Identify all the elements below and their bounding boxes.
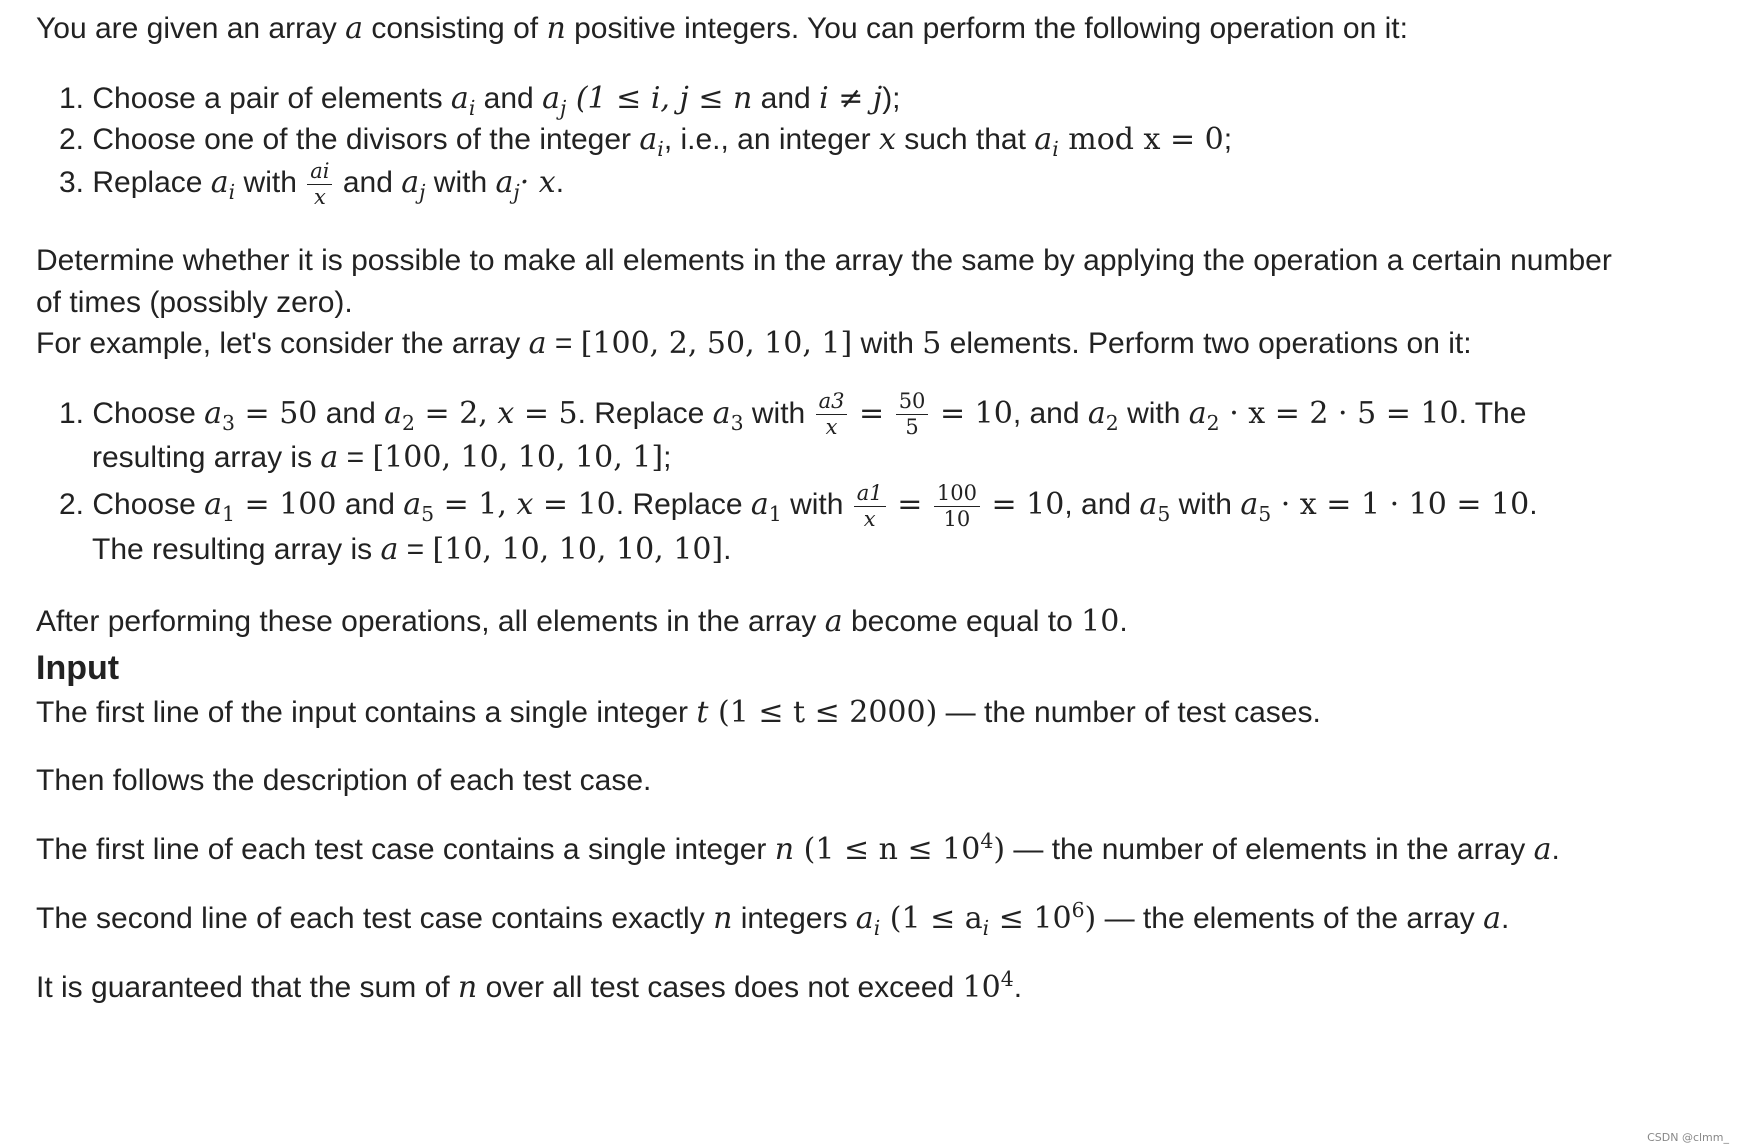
- example-step-1: 1. Choose $a_3 = 50$ and $a_2 = 2$, x = 5. Replace $a_3$ with $\frac{a3}{x}$ = $\frac{50}{5}$ = 10, and $a_2$ with $a_2 \cdot x = 2 \cdot 5 = 10$. The: [59, 389, 1527, 440]
- operation-step-1: 1. Choose a pair of elements $a_i$ and $a_j$ (1 ≤ i, j ≤ n and i ≠ j);: [59, 81, 901, 120]
- fraction-100-over-10: $\frac{100}{10}$: [934, 483, 980, 530]
- input-paragraph-2: Then follows the description of each test case.: [36, 763, 652, 797]
- watermark: CSDN @clmm_: [1647, 1131, 1729, 1144]
- fraction-50-over-5: $\frac{50}{5}$: [896, 391, 929, 438]
- determine-line-2: of times (possibly zero).: [36, 285, 353, 319]
- example-step-2-result: The resulting array is a = [10, 10, 10, 10, 10].: [92, 531, 732, 567]
- operation-step-3: 3. Replace $a_i$ with $\frac{ai}{x}$ and $a_j$ with $a_j\cdot x$.: [59, 158, 565, 209]
- example-step-2: 2. Choose $a_1 = 100$ and $a_5 = 1$, x = 10. Replace $a_1$ with $\frac{a1}{x}$ = $\frac{100}{10}$ = 10, and $a_5$ with $a_5 \cdot x = 1 \cdot 10 = 10$.: [59, 480, 1538, 531]
- input-paragraph-3: The first line of each test case contains a single integer n $(1 \le n \le 10^4)$ — the number of elements in the array a.: [36, 828, 1560, 867]
- example-step-1-result: resulting array is a = [100, 10, 10, 10, 1];: [92, 440, 672, 476]
- example-steps: [36, 390, 1716, 573]
- fraction-ai-over-x: $\frac{ai}{x}$: [307, 161, 332, 208]
- input-paragraph-4: The second line of each test case contains exactly n integers $a_i$ $(1 \le a_i \le 10^6)$ — the elements of the array a.: [36, 897, 1510, 940]
- problem-statement: [36, 6, 1716, 1010]
- determine-line-1: Determine whether it is possible to make all elements in the array the same by applying the operation a certain number: [36, 243, 1612, 277]
- input-paragraph-5: It is guaranteed that the sum of n over all test cases does not exceed $10^4$.: [36, 966, 1023, 1005]
- fraction-a3-over-x: $\frac{a3}{x}$: [816, 391, 848, 438]
- intro-paragraph: You are given an array a consisting of n positive integers. You can perform the following operation on it:: [36, 11, 1408, 46]
- fraction-a1-over-x: $\frac{a1}{x}$: [854, 483, 886, 530]
- operation-list: [36, 75, 1716, 208]
- operation-step-2: 2. Choose one of the divisors of the integer $a_i$, i.e., an integer x such that $a_i$ mod x = 0;: [59, 122, 1233, 161]
- after-paragraph: After performing these operations, all elements in the array a become equal to 10.: [36, 603, 1128, 639]
- input-heading: Input: [36, 648, 120, 687]
- example-intro: For example, let's consider the array a = [100, 2, 50, 10, 1] with 5 elements. Perform two operations on it:: [36, 325, 1472, 361]
- input-paragraph-1: The first line of the input contains a single integer t (1 ≤ t ≤ 2000) — the number of test cases.: [36, 694, 1321, 730]
